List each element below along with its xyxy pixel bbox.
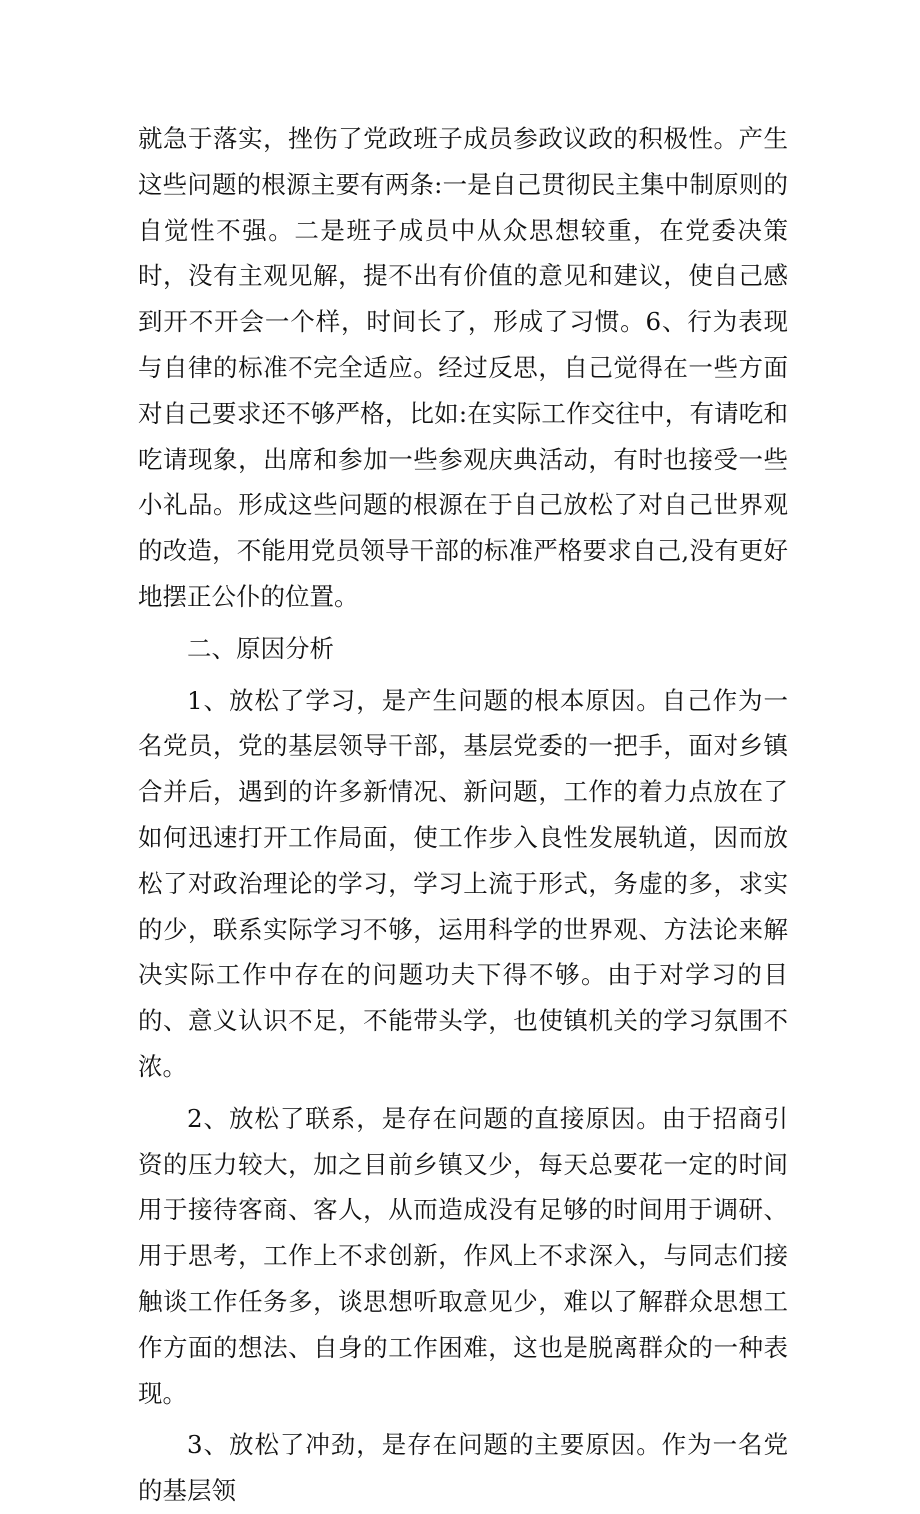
section-heading: 二、原因分析 — [187, 633, 334, 663]
paragraph-cause-2: 2、放松了联系，是存在问题的直接原因。由于招商引资的压力较大，加之目前乡镇又少，每天总要花一定的时间用于接待客商、客人，从而造成没有足够的时间用于调研、用于思考，工作上不求创新，作风上不求深入，与同志们接触谈工作任务多，谈思想听取意见少，难以了解群众思想工作方面的想法、自身的工作困难，这也是脱离群众的一种表现。 — [138, 1103, 788, 1408]
document-body — [138, 116, 788, 1514]
paragraph-cause-1: 1、放松了学习，是产生问题的根本原因。自己作为一名党员，党的基层领导干部，基层党委的一把手，面对乡镇合并后，遇到的许多新情况、新问题，工作的着力点放在了如何迅速打开工作局面，使工作步入良性发展轨道，因而放松了对政治理论的学习，学习上流于形式，务虚的多，求实的少，联系实际学习不够，运用科学的世界观、方法论来解决实际工作中存在的问题功夫下得不够。由于对学习的目的、意义认识不足，不能带头学，也使镇机关的学习氛围不浓。 — [138, 685, 788, 1081]
paragraph-continuation: 就急于落实，挫伤了党政班子成员参政议政的积极性。产生这些问题的根源主要有两条:一是自己贯彻民主集中制原则的自觉性不强。二是班子成员中从众思想较重，在党委决策时，没有主观见解，提不出有价值的意见和建议，使自己感到开不开会一个样，时间长了，形成了习惯。6、行为表现与自律的标准不完全适应。经过反思，自己觉得在一些方面对自己要求还不够严格，比如:在实际工作交往中，有请吃和吃请现象，出席和参加一些参观庆典活动，有时也接受一些小礼品。形成这些问题的根源在于自己放松了对自己世界观的改造，不能用党员领导干部的标准严格要求自己,没有更好地摆正公仆的位置。 — [138, 124, 788, 611]
paragraph-cause-3: 3、放松了冲劲，是存在问题的主要原因。作为一名党的基层领 — [138, 1430, 788, 1506]
